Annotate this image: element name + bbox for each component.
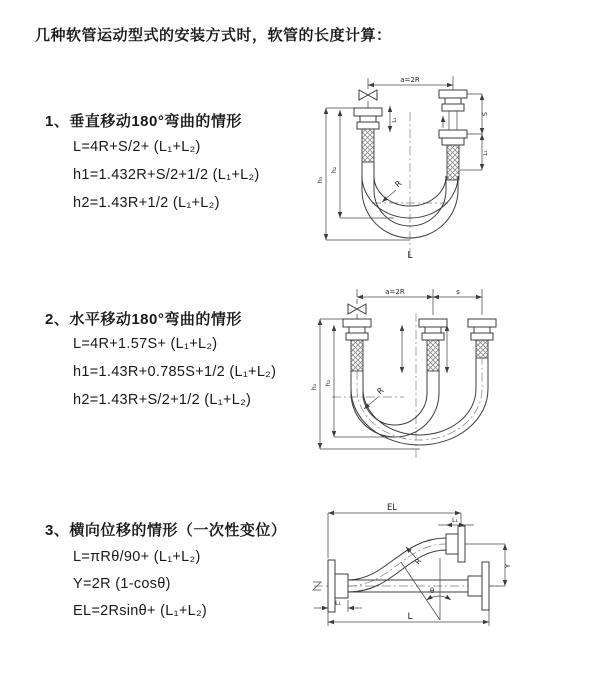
dim-label-s: s xyxy=(456,288,460,296)
dim-label-el: EL xyxy=(386,503,398,513)
valve-icon xyxy=(348,299,366,319)
diagram-vertical-180-bend xyxy=(310,70,600,265)
dim-label-l1-bottom: L₁ xyxy=(335,600,341,607)
angle-callout xyxy=(401,558,451,620)
section-2-formula-L: L=4R+1.57S+ (L₁+L₂) xyxy=(73,336,218,352)
right-fitting-lower xyxy=(439,130,467,180)
center-lines xyxy=(332,313,416,461)
dimension-l1-bottom xyxy=(314,600,362,612)
radius-label: R xyxy=(375,385,386,397)
radius-label: R xyxy=(393,178,404,190)
left-fitting xyxy=(354,108,382,162)
dimension-l-bottom xyxy=(328,610,489,626)
section-3-heading: 3、横向位移的情形（一次性变位） xyxy=(45,522,287,539)
dimension-l1-top xyxy=(438,517,474,525)
center-lines xyxy=(372,112,448,258)
dim-label-y: Y xyxy=(504,563,512,569)
radius-label: R xyxy=(412,556,424,567)
dimension-top xyxy=(368,76,453,90)
hose-curves xyxy=(351,325,488,445)
dim-label-l1-right: L₁ xyxy=(483,150,489,156)
dim-label-h2: h₂ xyxy=(324,379,332,387)
length-label: L xyxy=(407,250,413,261)
dim-label-h1: h₁ xyxy=(310,383,318,391)
section-2-formula-h2: h2=1.43R+S/2+1/2 (L₁+L₂) xyxy=(73,392,252,408)
angle-label: θ xyxy=(430,587,435,595)
section-1-formula-h1: h1=1.432R+S/2+1/2 (L₁+L₂) xyxy=(73,167,260,183)
dim-label-a-2r: a=2R xyxy=(400,76,420,84)
section-1-formula-L: L=4R+S/2+ (L₁+L₂) xyxy=(73,139,201,155)
dim-label-s: S xyxy=(481,111,489,117)
section-1-heading: 1、垂直移动180°弯曲的情形 xyxy=(45,113,242,130)
diagram-horizontal-180-bend xyxy=(308,285,600,465)
dim-label-a-2r: a=2R xyxy=(385,288,405,296)
dim-label-h2: h₂ xyxy=(330,166,338,174)
dimension-el xyxy=(328,503,461,558)
dim-label-l: L xyxy=(407,612,413,622)
section-3-formula-EL: EL=2Rsinθ+ (L₁+L₂) xyxy=(73,603,208,619)
diagram-lateral-displacement xyxy=(300,500,600,645)
dim-label-l1-top: L₁ xyxy=(452,517,458,524)
page-title: 几种软管运动型式的安装方式时，软管的长度计算： xyxy=(35,27,392,44)
radius-callout xyxy=(382,179,404,202)
valve-icon xyxy=(359,78,377,108)
displaced-hose-position xyxy=(348,526,465,592)
section-3-formula-Y: Y=2R (1-cosθ) xyxy=(73,576,171,592)
section-2-heading: 2、水平移动180°弯曲的情形 xyxy=(45,311,242,328)
section-1-formula-h2: h2=1.43R+1/2 (L₁+L₂) xyxy=(73,195,220,211)
section-3-formula-L: L=πRθ/90+ (L₁+L₂) xyxy=(73,549,201,565)
section-2-formula-h1: h1=1.43R+0.785S+1/2 (L₁+L₂) xyxy=(73,364,277,380)
dimension-top xyxy=(357,288,482,315)
dim-label-h1: h₁ xyxy=(316,176,324,184)
dimension-fitting-length xyxy=(390,106,398,132)
fittings xyxy=(343,319,496,371)
dim-label-l1-left: L₁ xyxy=(392,117,398,123)
